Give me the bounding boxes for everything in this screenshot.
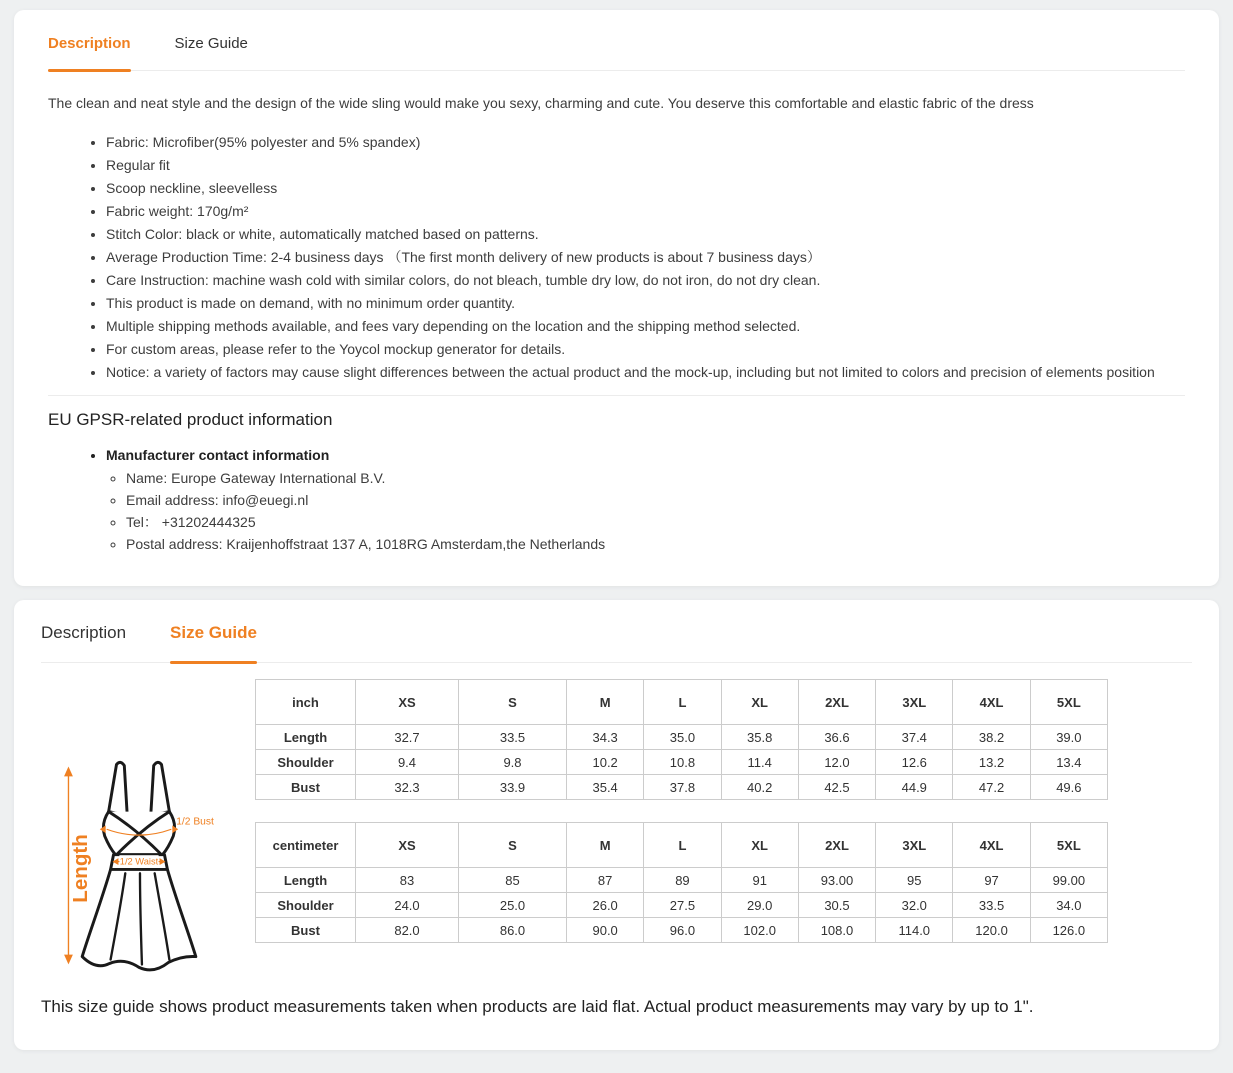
manufacturer-contact-heading [106,447,1185,552]
size-header-cell: S [459,823,567,868]
measure-value-cell: 13.2 [953,750,1030,775]
product-feature-item: • Fabric weight: 170g/m² [106,203,1185,219]
size-header-cell: 3XL [876,680,953,725]
measure-label-cell: Length [256,868,356,893]
size-table-row [256,918,1108,943]
measure-value-cell: 34.0 [1030,893,1107,918]
tab-description[interactable]: Description [48,34,131,70]
measure-value-cell: 33.9 [459,775,567,800]
unit-header-cell: centimeter [256,823,356,868]
measure-value-cell: 34.3 [567,725,644,750]
measure-value-cell: 83 [356,868,459,893]
product-feature-item: • Regular fit [106,157,1185,173]
measure-value-cell: 108.0 [798,918,875,943]
size-header-cell: XL [721,823,798,868]
size-header-cell: 5XL [1030,680,1107,725]
size-table-row [256,775,1108,800]
size-header-cell: 5XL [1030,823,1107,868]
product-feature-item: • Multiple shipping methods available, and fees vary depending on the location and the shipping method selected. [106,318,1185,334]
manufacturer-contact-item: ◦ Tel： +31202444325 [126,514,1185,530]
size-header-cell: XS [356,823,459,868]
size-table-row [256,893,1108,918]
size-header-cell: 2XL [798,823,875,868]
size-guide-content [41,679,1192,990]
size-table-row [256,725,1108,750]
size-header-cell: M [567,823,644,868]
measure-value-cell: 93.00 [798,868,875,893]
size-header-cell: M [567,680,644,725]
measure-value-cell: 32.3 [356,775,459,800]
manufacturer-contact-label: Manufacturer contact information [106,447,330,463]
size-guide-footnote: This size guide shows product measurements taken when products are laid flat. Actual product measurements may vary by up to 1". [41,997,1034,1016]
measure-value-cell: 82.0 [356,918,459,943]
measure-value-cell: 13.4 [1030,750,1107,775]
measure-value-cell: 97 [953,868,1030,893]
size-table-centimeter [255,822,1108,943]
measure-value-cell: 91 [721,868,798,893]
measure-value-cell: 33.5 [459,725,567,750]
bust-label: 1/2 Bust [176,816,214,828]
product-feature-item: • For custom areas, please refer to the Yoycol mockup generator for details. [106,341,1185,357]
measure-value-cell: 99.00 [1030,868,1107,893]
measure-value-cell: 26.0 [567,893,644,918]
length-label: Length [69,834,93,903]
product-intro-text: The clean and neat style and the design of the wide sling would make you sexy, charming and cute. You deserve this comfortable and elastic fabric of the dress [48,95,1034,111]
manufacturer-contact-item: ◦ Email address: info@euegi.nl [126,492,1185,508]
measure-value-cell: 9.4 [356,750,459,775]
measure-value-cell: 47.2 [953,775,1030,800]
tab-size-guide[interactable]: Size Guide [170,622,257,662]
manufacturer-contact-item: ◦ Postal address: Kraijenhoffstraat 137 A, 1018RG Amsterdam,the Netherlands [126,536,1185,552]
measure-value-cell: 126.0 [1030,918,1107,943]
measure-label-cell: Shoulder [256,893,356,918]
measure-value-cell: 36.6 [798,725,875,750]
size-table-header-row [256,823,1108,868]
measure-label-cell: Bust [256,775,356,800]
size-header-cell: 4XL [953,823,1030,868]
measure-value-cell: 95 [876,868,953,893]
size-header-cell: L [644,823,721,868]
measure-value-cell: 29.0 [721,893,798,918]
size-guide-card-tabs [41,600,1192,663]
dress-measure-diagram [41,745,237,990]
measure-value-cell: 114.0 [876,918,953,943]
measure-value-cell: 120.0 [953,918,1030,943]
waist-label: 1/2 Waist [119,856,159,867]
measure-value-cell: 49.6 [1030,775,1107,800]
dress-diagram-svg [41,745,237,985]
measure-value-cell: 27.5 [644,893,721,918]
measure-value-cell: 9.8 [459,750,567,775]
size-header-cell: XL [721,680,798,725]
manufacturer-contact-list [106,470,1185,552]
size-guide-card [14,600,1219,1050]
tab-description[interactable]: Description [41,623,127,642]
measure-value-cell: 30.5 [798,893,875,918]
measure-value-cell: 35.0 [644,725,721,750]
measure-value-cell: 11.4 [721,750,798,775]
size-header-cell: 3XL [876,823,953,868]
measure-label-cell: Bust [256,918,356,943]
tab-size-guide[interactable]: Size Guide [174,35,248,52]
measure-value-cell: 96.0 [644,918,721,943]
measure-value-cell: 25.0 [459,893,567,918]
description-card [14,10,1219,586]
product-feature-item: • Notice: a variety of factors may cause slight differences between the actual product and the mock-up, including but not limited to colors and precision of elements position [106,364,1185,380]
measure-value-cell: 87 [567,868,644,893]
gpsr-list [48,447,1185,552]
product-feature-item: • Average Production Time: 2-4 business days （The first month delivery of new products is about 7 business days） [106,249,1185,265]
measure-value-cell: 90.0 [567,918,644,943]
size-header-cell: 2XL [798,680,875,725]
measure-value-cell: 33.5 [953,893,1030,918]
product-feature-item: • This product is made on demand, with no minimum order quantity. [106,295,1185,311]
measure-label-cell: Shoulder [256,750,356,775]
size-tables [255,679,1108,990]
measure-value-cell: 40.2 [721,775,798,800]
gpsr-heading: EU GPSR-related product information [48,410,333,429]
measure-value-cell: 32.7 [356,725,459,750]
measure-value-cell: 44.9 [876,775,953,800]
measure-value-cell: 39.0 [1030,725,1107,750]
measure-value-cell: 32.0 [876,893,953,918]
size-header-cell: S [459,680,567,725]
measure-value-cell: 37.4 [876,725,953,750]
measure-value-cell: 35.8 [721,725,798,750]
manufacturer-contact-item: ◦ Name: Europe Gateway International B.V. [126,470,1185,486]
product-feature-item: • Care Instruction: machine wash cold with similar colors, do not bleach, tumble dry low, do not iron, do not dry clean. [106,272,1185,288]
size-header-cell: L [644,680,721,725]
size-header-cell: XS [356,680,459,725]
measure-value-cell: 24.0 [356,893,459,918]
section-divider [48,395,1185,396]
measure-value-cell: 12.0 [798,750,875,775]
description-card-tabs [48,10,1185,71]
measure-value-cell: 37.8 [644,775,721,800]
measure-value-cell: 89 [644,868,721,893]
unit-header-cell: inch [256,680,356,725]
size-table-row [256,750,1108,775]
size-table-row [256,868,1108,893]
measure-value-cell: 85 [459,868,567,893]
product-feature-item: • Fabric: Microfiber(95% polyester and 5% spandex) [106,134,1185,150]
measure-value-cell: 42.5 [798,775,875,800]
size-table-inch [255,679,1108,800]
size-table-header-row [256,680,1108,725]
measure-value-cell: 12.6 [876,750,953,775]
measure-value-cell: 10.2 [567,750,644,775]
product-feature-list [48,134,1185,380]
measure-label-cell: Length [256,725,356,750]
measure-value-cell: 86.0 [459,918,567,943]
measure-value-cell: 102.0 [721,918,798,943]
size-header-cell: 4XL [953,680,1030,725]
measure-value-cell: 10.8 [644,750,721,775]
product-feature-item: • Stitch Color: black or white, automatically matched based on patterns. [106,226,1185,242]
measure-value-cell: 35.4 [567,775,644,800]
product-feature-item: • Scoop neckline, sleevelless [106,180,1185,196]
measure-value-cell: 38.2 [953,725,1030,750]
